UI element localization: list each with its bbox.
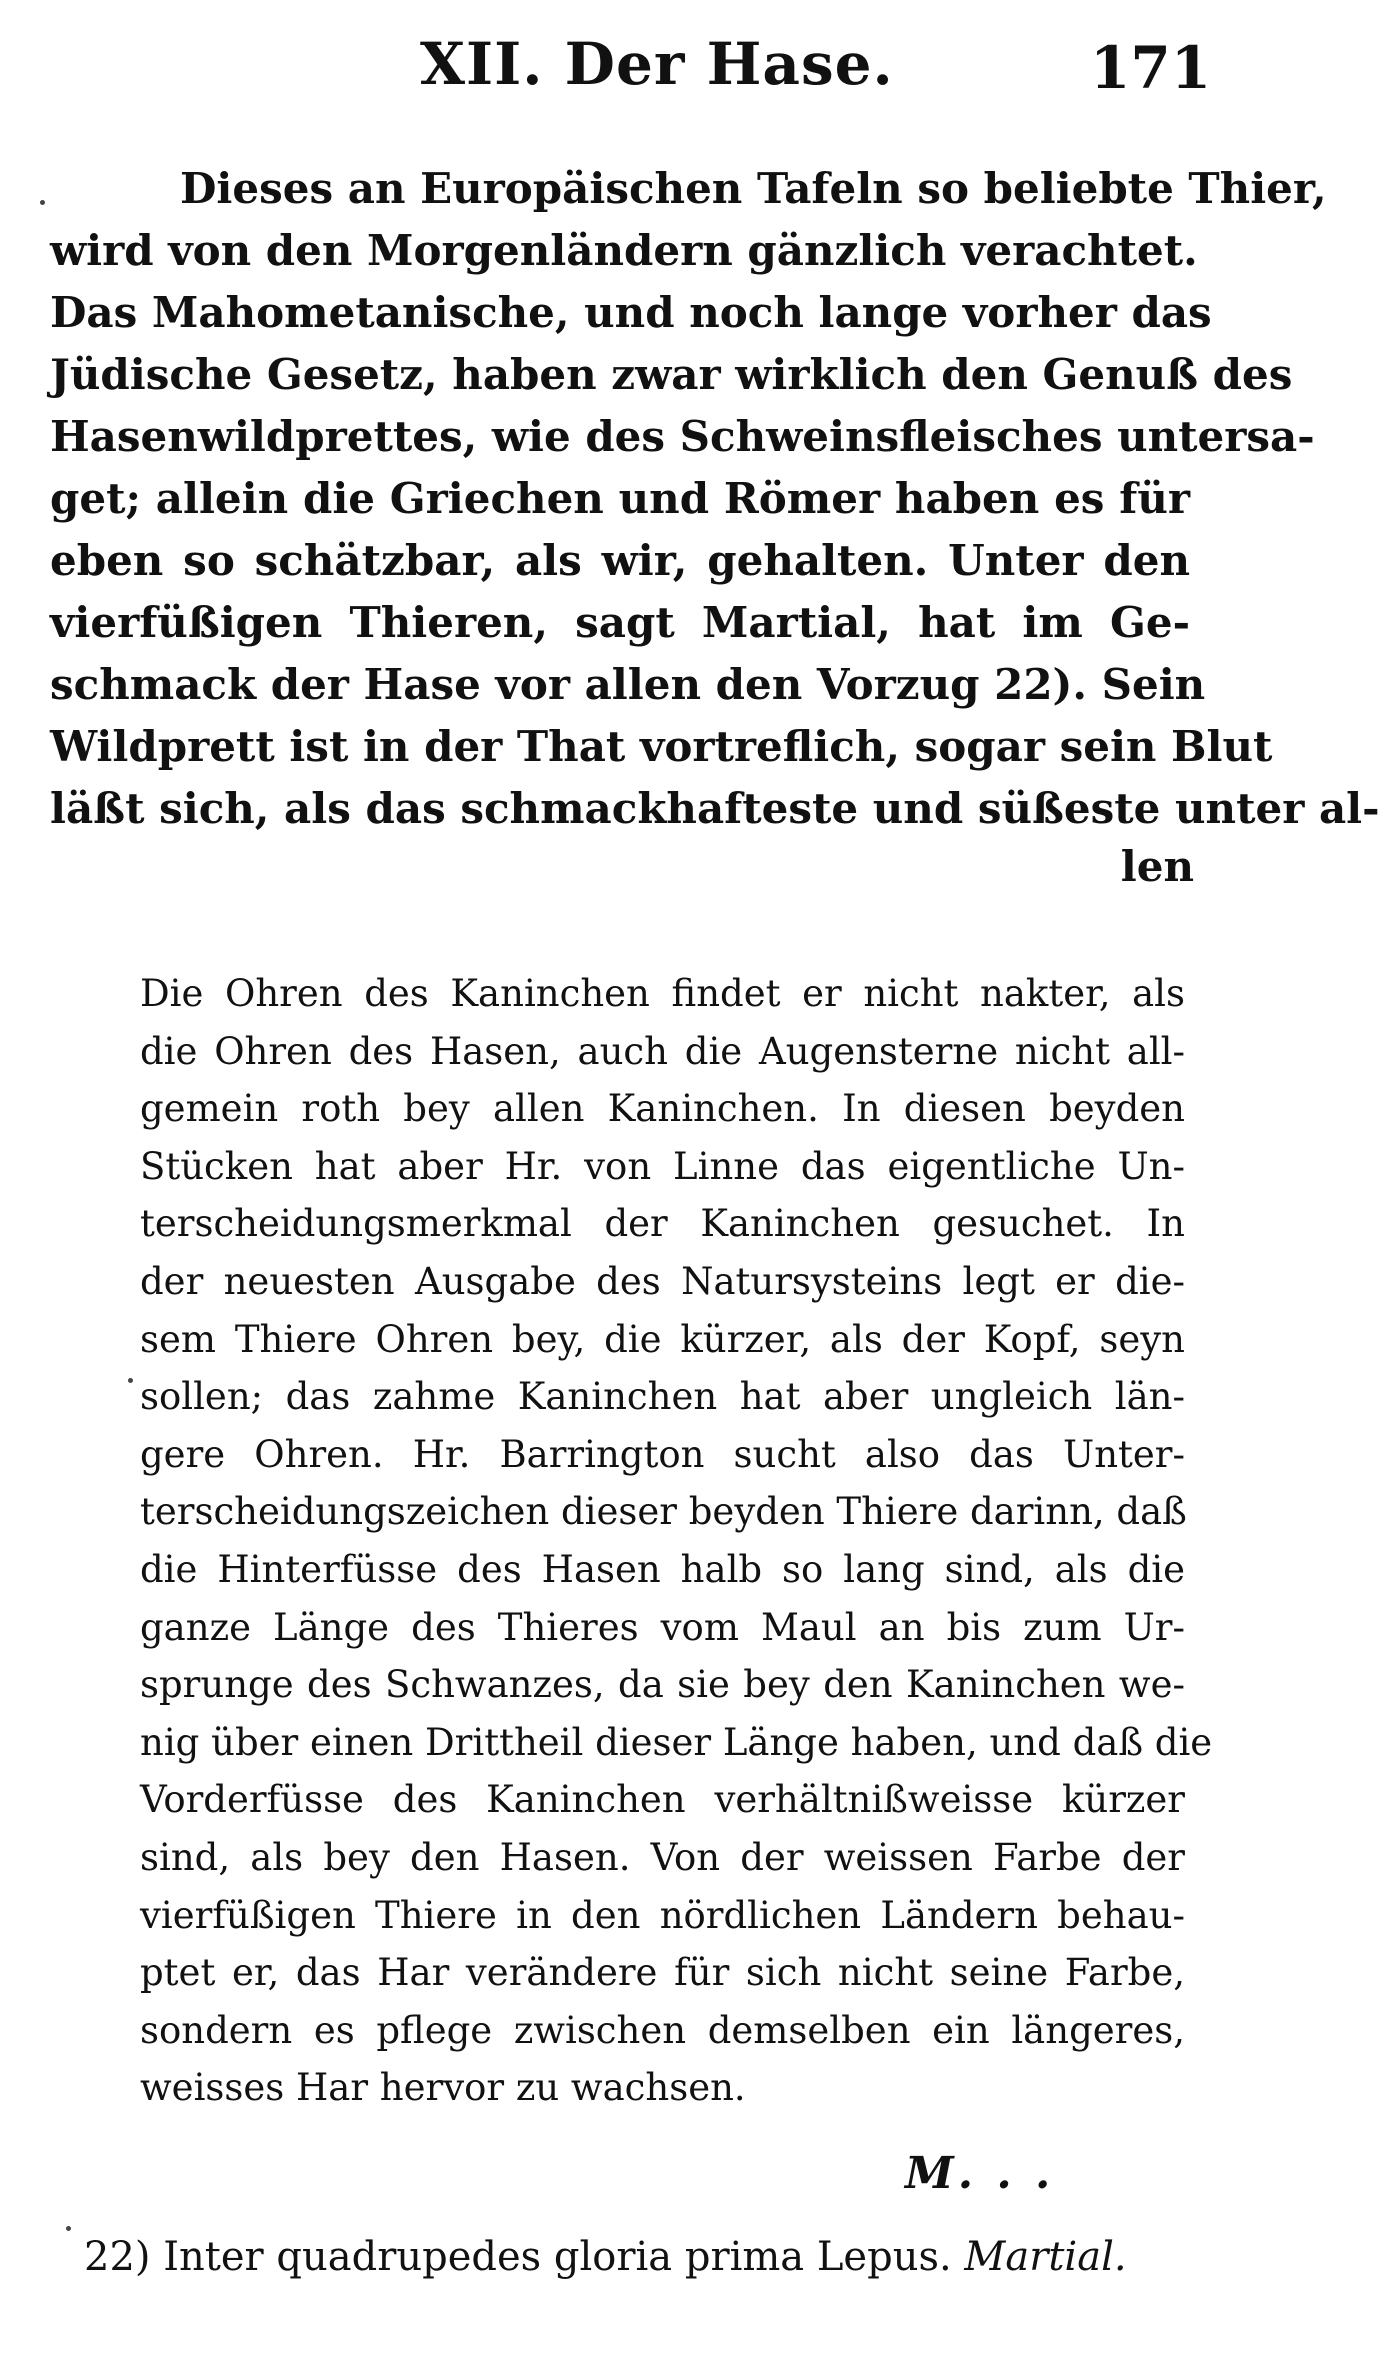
- catchword: len: [1120, 842, 1194, 891]
- note-line: sind, als bey den Hasen. Von der weissen Farbe der: [140, 1835, 1185, 1879]
- text-line: vierfüßigen Thieren, sagt Martial, hat im Ge-: [50, 598, 1190, 647]
- print-speck: [128, 1378, 133, 1383]
- note-line: ganze Länge des Thieres vom Maul an bis zum Ur-: [140, 1605, 1185, 1649]
- text-line: eben so schätzbar, als wir, gehalten. Unter den: [50, 536, 1190, 585]
- note-line: sem Thiere Ohren bey, die kürzer, als der Kopf, seyn: [140, 1317, 1185, 1361]
- note-line: Stücken hat aber Hr. von Linne das eigentliche Un-: [140, 1144, 1185, 1188]
- page-number: 171: [1090, 34, 1212, 102]
- note-line: die Ohren des Hasen, auch die Augensterne nicht all-: [140, 1029, 1185, 1073]
- text-line: schmack der Hase vor allen den Vorzug 22). Sein: [50, 660, 1206, 709]
- note-signature: M. . .: [905, 2148, 1055, 2199]
- print-speck: [66, 2226, 71, 2231]
- footnote-author: Martial.: [964, 2234, 1127, 2280]
- note-line: terscheidungszeichen dieser beyden Thiere darinn, daß: [140, 1490, 1187, 1534]
- note-paragraph: [140, 965, 1213, 2117]
- print-speck: [40, 200, 45, 205]
- note-line: die Hinterfüsse des Hasen halb so lang sind, als die: [140, 1547, 1185, 1591]
- text-line: Hasenwildprettes, wie des Schweinsfleisches untersa-: [50, 412, 1315, 461]
- footnote-marker: 22): [84, 2234, 151, 2280]
- note-line: Vorderfüsse des Kaninchen verhältnißweisse kürzer: [140, 1778, 1185, 1822]
- footnote: [84, 2234, 1127, 2280]
- note-line: nig über einen Drittheil dieser Länge haben, und daß die: [140, 1720, 1213, 1764]
- note-line: sollen; das zahme Kaninchen hat aber ungleich län-: [140, 1375, 1185, 1419]
- note-line: sondern es pflege zwischen demselben ein längeres,: [140, 2008, 1185, 2052]
- text-line: Das Mahometanische, und noch lange vorher das: [50, 288, 1212, 337]
- text-line: Wildprett ist in der That vortreflich, sogar sein Blut: [50, 722, 1273, 771]
- text-line: Jüdische Gesetz, haben zwar wirklich den Genuß des: [50, 350, 1293, 399]
- note-line: der neuesten Ausgabe des Natursysteins legt er die-: [140, 1259, 1185, 1303]
- note-line: sprunge des Schwanzes, da sie bey den Kaninchen we-: [140, 1663, 1185, 1707]
- main-paragraph: [50, 158, 1380, 840]
- note-line: gemein roth bey allen Kaninchen. In diesen beyden: [140, 1087, 1185, 1131]
- note-line: Die Ohren des Kaninchen findet er nicht nakter, als: [140, 972, 1185, 1015]
- text-line: Dieses an Europäischen Tafeln so beliebte Thier,: [180, 164, 1327, 213]
- running-title: XII. Der Hase.: [420, 30, 894, 98]
- note-line: terscheidungsmerkmal der Kaninchen gesuchet. In: [140, 1202, 1185, 1246]
- footnote-text: Inter quadrupedes gloria prima Lepus.: [163, 2234, 952, 2280]
- text-line: wird von den Morgenländern gänzlich verachtet.: [50, 226, 1198, 275]
- note-line: vierfüßigen Thiere in den nördlichen Ländern behau-: [140, 1893, 1185, 1937]
- note-line: weisses Har hervor zu wachsen.: [140, 2066, 746, 2110]
- note-line: gere Ohren. Hr. Barrington sucht also das Unter-: [140, 1432, 1185, 1476]
- text-line: läßt sich, als das schmackhafteste und süßeste unter al-: [50, 784, 1380, 833]
- text-line: get; allein die Griechen und Römer haben es für: [50, 474, 1190, 523]
- note-line: ptet er, das Har verändere für sich nicht seine Farbe,: [140, 1951, 1185, 1995]
